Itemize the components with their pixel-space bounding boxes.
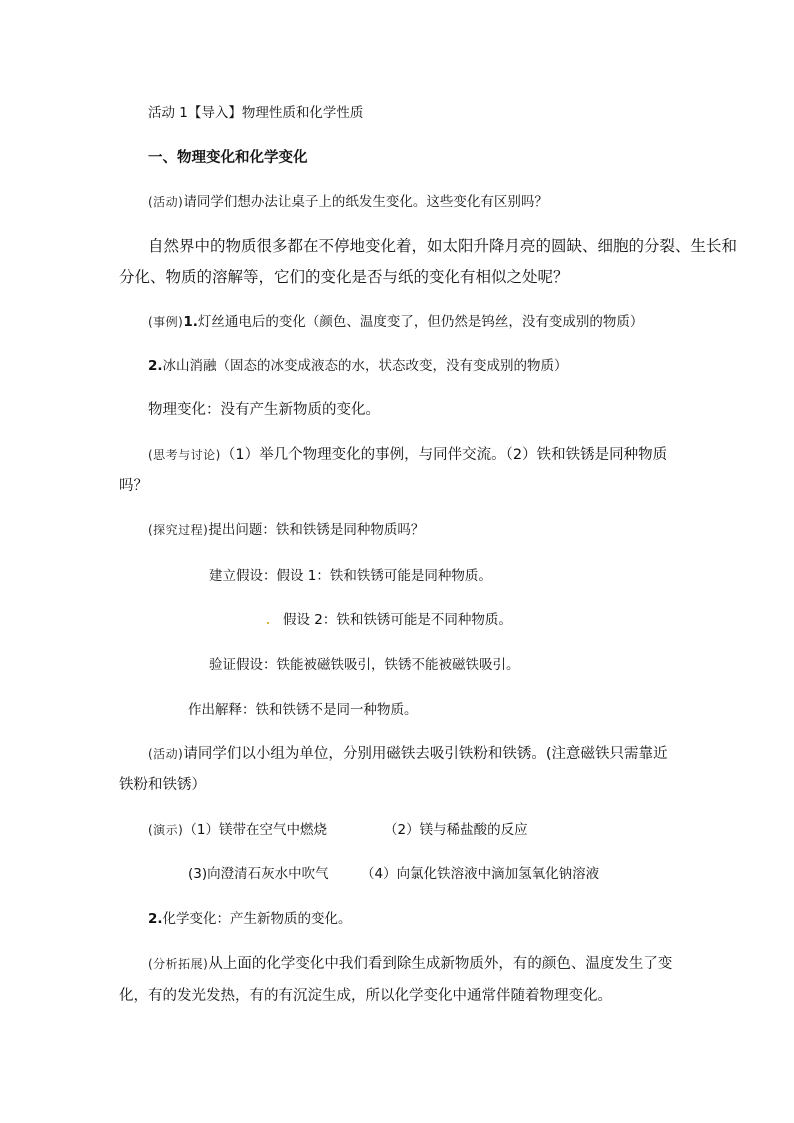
- paragraph-intro-line-2: 分化、物质的溶解等，它们的变化是否与纸的变化有相似之处呢？: [119, 268, 569, 286]
- paragraph-intro-line-1: 自然界中的物质很多都在不停地变化着，如太阳升降月亮的圆缺、细胞的分裂、生长和: [148, 237, 738, 255]
- activity-tag: (活动): [148, 195, 184, 209]
- paragraph-discussion-line-1: [148, 445, 667, 465]
- paragraph-discussion-line-2: 吗？: [119, 478, 148, 494]
- paragraph-example-2: [148, 356, 568, 376]
- paragraph-analysis-line-1: [148, 954, 672, 974]
- hypothesis-1: 建立假设：假设 1：铁和铁锈可能是同种物质。: [209, 568, 492, 584]
- paragraph-text: 从上面的化学变化中我们看到除生成新物质外，有的颜色、温度发生了变: [208, 956, 673, 972]
- activity-title: 活动 1【导入】物理性质和化学性质: [148, 105, 364, 121]
- example-tag: (事例): [148, 315, 184, 329]
- demo-item-3: (3)向澄清石灰水中吹气: [188, 866, 329, 882]
- paragraph-example-1: [148, 312, 643, 332]
- paragraph-text: 提出问题：铁和铁锈是同种物质吗？: [208, 522, 425, 538]
- hypothesis-2: 假设 2：铁和铁锈可能是不同种物质。: [283, 612, 512, 628]
- paragraph-text: 请同学们想办法让桌子上的纸发生变化。这些变化有区别吗？: [183, 194, 548, 210]
- paragraph-text: 化学变化：产生新物质的变化。: [162, 911, 352, 927]
- demo-item-4: （4）向氯化铁溶液中滴加氢氧化钠溶液: [361, 866, 600, 882]
- discussion-tag: (思考与讨论): [148, 448, 221, 462]
- example-number: 2.: [148, 358, 163, 374]
- verify-hypothesis: 验证假设：铁能被磁铁吸引，铁锈不能被磁铁吸引。: [209, 657, 520, 673]
- definition-number: 2.: [148, 911, 163, 927]
- chemical-change-definition: [148, 909, 352, 929]
- paragraph-activity-2-line-1: [148, 744, 668, 764]
- demo-item-2: （2）镁与稀盐酸的反应: [384, 822, 528, 838]
- physical-change-definition: 物理变化：没有产生新物质的变化。: [148, 402, 380, 418]
- paragraph-text: 请同学们以小组为单位，分别用磁铁去吸引铁粉和铁锈。(注意磁铁只需靠近: [183, 746, 668, 762]
- paragraph-analysis-line-2: 化，有的发光发热，有的有沉淀生成，所以化学变化中通常伴随着物理变化。: [119, 988, 612, 1004]
- activity-tag: (活动): [148, 747, 184, 761]
- section-heading: 一、物理变化和化学变化: [148, 150, 308, 166]
- paragraph-text: （1）举几个物理变化的事例，与同伴交流。（2）铁和铁锈是同种物质: [220, 447, 668, 463]
- analysis-tag: (分析拓展): [148, 957, 209, 971]
- demo-tag: (演示): [148, 823, 184, 837]
- paragraph-inquiry: [148, 520, 424, 540]
- paragraph-text: 灯丝通电后的变化（颜色、温度变了，但仍然是钨丝，没有变成别的物质）: [197, 314, 644, 330]
- paragraph-text: 冰山消融（固态的冰变成液态的水，状态改变，没有变成别的物质）: [162, 358, 568, 374]
- explanation: 作出解释：铁和铁锈不是同一种物质。: [188, 702, 418, 718]
- paragraph-activity-2-line-2: 铁粉和铁锈）: [119, 777, 206, 793]
- inquiry-tag: (探究过程): [148, 523, 209, 537]
- example-number: 1.: [183, 314, 198, 330]
- demo-line-1: [148, 820, 327, 840]
- paragraph-activity-1: [148, 192, 548, 212]
- demo-item-1: （1）镁带在空气中燃烧: [183, 822, 327, 838]
- stray-mark: [267, 622, 269, 624]
